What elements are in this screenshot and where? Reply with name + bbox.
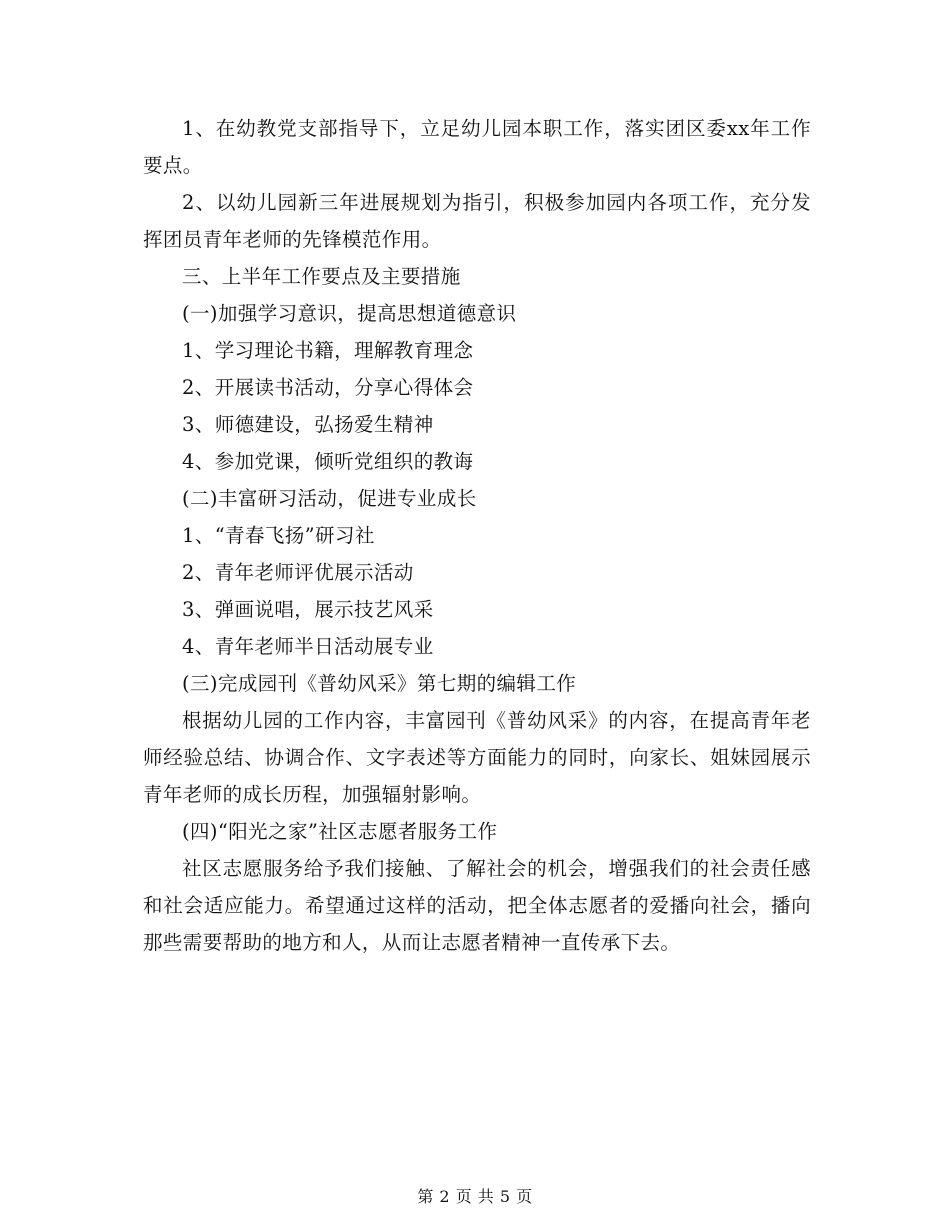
list-item: 4、参加党课，倾听党组织的教诲	[182, 450, 474, 473]
list-item: 3、师德建设，弘扬爱生精神	[182, 413, 434, 436]
paragraph-journal: 根据幼儿园的工作内容，丰富园刊《普幼风采》的内容，在提高青年老师经验总结、协调合作、文字表述等方面能力的同时，向家长、姐妹园展示青年老师的成长历程，加强辐射影响。	[143, 709, 811, 806]
paragraph-goal-1: 1、在幼教党支部指导下，立足幼儿园本职工作，落实团区委xx年工作要点。	[143, 117, 811, 177]
list-item: 3、弹画说唱，展示技艺风采	[182, 598, 434, 621]
list-item: 4、青年老师半日活动展专业	[182, 635, 434, 658]
paragraph-goal-2: 2、以幼儿园新三年进展规划为指引，积极参加园内各项工作，充分发挥团员青年老师的先锋模范作用。	[143, 191, 811, 251]
paragraph-volunteer: 社区志愿服务给予我们接触、了解社会的机会，增强我们的社会责任感和社会适应能力。希望通过这样的活动，把全体志愿者的爱播向社会，播向那些需要帮助的地方和人，从而让志愿者精神一直传承下去。	[143, 857, 811, 954]
section-heading-3: 三、上半年工作要点及主要措施	[182, 265, 461, 288]
list-item: 2、开展读书活动，分享心得体会	[182, 376, 474, 399]
subsection-heading-1: (一)加强学习意识，提高思想道德意识	[182, 302, 517, 325]
list-item: 1、学习理论书籍，理解教育理念	[182, 339, 474, 362]
subsection-heading-3: (三)完成园刊《普幼风采》第七期的编辑工作	[182, 672, 577, 695]
list-item: 1、“青春飞扬”研习社	[182, 524, 375, 547]
subsection-heading-4: (四)“阳光之家”社区志愿者服务工作	[182, 820, 498, 843]
document-body	[143, 110, 811, 961]
list-item: 2、青年老师评优展示活动	[182, 561, 414, 584]
subsection-heading-2: (二)丰富研习活动，促进专业成长	[182, 487, 477, 510]
page-number: 第 2 页 共 5 页	[417, 1187, 533, 1206]
